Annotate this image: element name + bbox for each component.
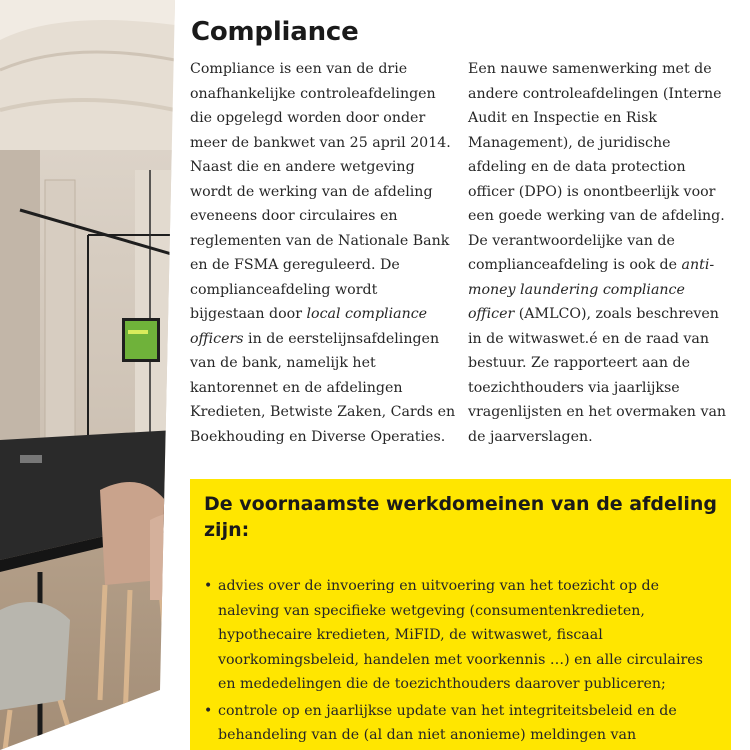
article-left-column bbox=[190, 57, 458, 449]
article-right-column bbox=[468, 57, 738, 449]
right-text-1: Een nauwe samenwerking met de andere controleafdelingen (Interne Audit en Inspectie en Risk Management), de juridische afdeling en de data protection officer (DPO) is onontbeerlijk voor een goede werking van de afdeling. De verantwoordelijke van de complianceafdeling is ook de bbox=[468, 61, 725, 273]
list-item-text: controle op en jaarlijkse update van het integriteitsbeleid en de behandeling van de (al dan niet anonieme) meldingen van bbox=[218, 702, 677, 743]
highlight-title: De voornaamste werkdomeinen van de afdeling zijn: bbox=[204, 493, 718, 541]
domain-list bbox=[204, 574, 724, 750]
bullet-icon: • bbox=[204, 702, 213, 719]
left-text-2: in de eerstelijnsafdelingen van de bank, namelijk het kantorennet en de afdelingen Kredieten, Betwiste Zaken, Cards en Boekhouding en Diverse Operaties. bbox=[190, 330, 456, 445]
right-text-2: (AMLCO), zoals beschreven in de witwaswet.é en de raad van bestuur. Ze rapporteert aan de toezichthouders via jaarlijkse vragenlijsten en het overmaken van de jaarverslagen. bbox=[468, 306, 727, 445]
office-photo bbox=[0, 0, 175, 750]
left-emphasis: local compliance officers bbox=[190, 306, 428, 347]
meeting-room-illustration bbox=[0, 0, 175, 750]
bullet-icon: • bbox=[204, 578, 213, 594]
highlight-box bbox=[190, 479, 731, 750]
list-item bbox=[204, 699, 724, 748]
list-item bbox=[204, 574, 724, 697]
article-title: Compliance bbox=[191, 17, 359, 47]
list-item-text: advies over de invoering en uitvoering van het toezicht op de naleving van specifieke wetgeving (consumentenkredieten, hypothecaire kredieten, MiFID, de witwaswet, fiscaal voorkomingsbeleid, handelen met voorkennis …) en alle circulaires en mededelingen die de toezichthouders daarover publiceren; bbox=[218, 578, 703, 692]
left-text-1: Compliance is een van de drie onafhankelijke controleafdelingen die opgelegd worden door onder meer de bankwet van 25 april 2014. Naast die en andere wetgeving wordt de werking van de afdeling eveneens door circulaires en reglementen van de Nationale Bank en de FSMA gereguleerd. De complianceafdeling wordt bijgestaan door bbox=[190, 61, 451, 322]
right-emphasis: anti- money laundering compliance officer bbox=[468, 257, 715, 322]
